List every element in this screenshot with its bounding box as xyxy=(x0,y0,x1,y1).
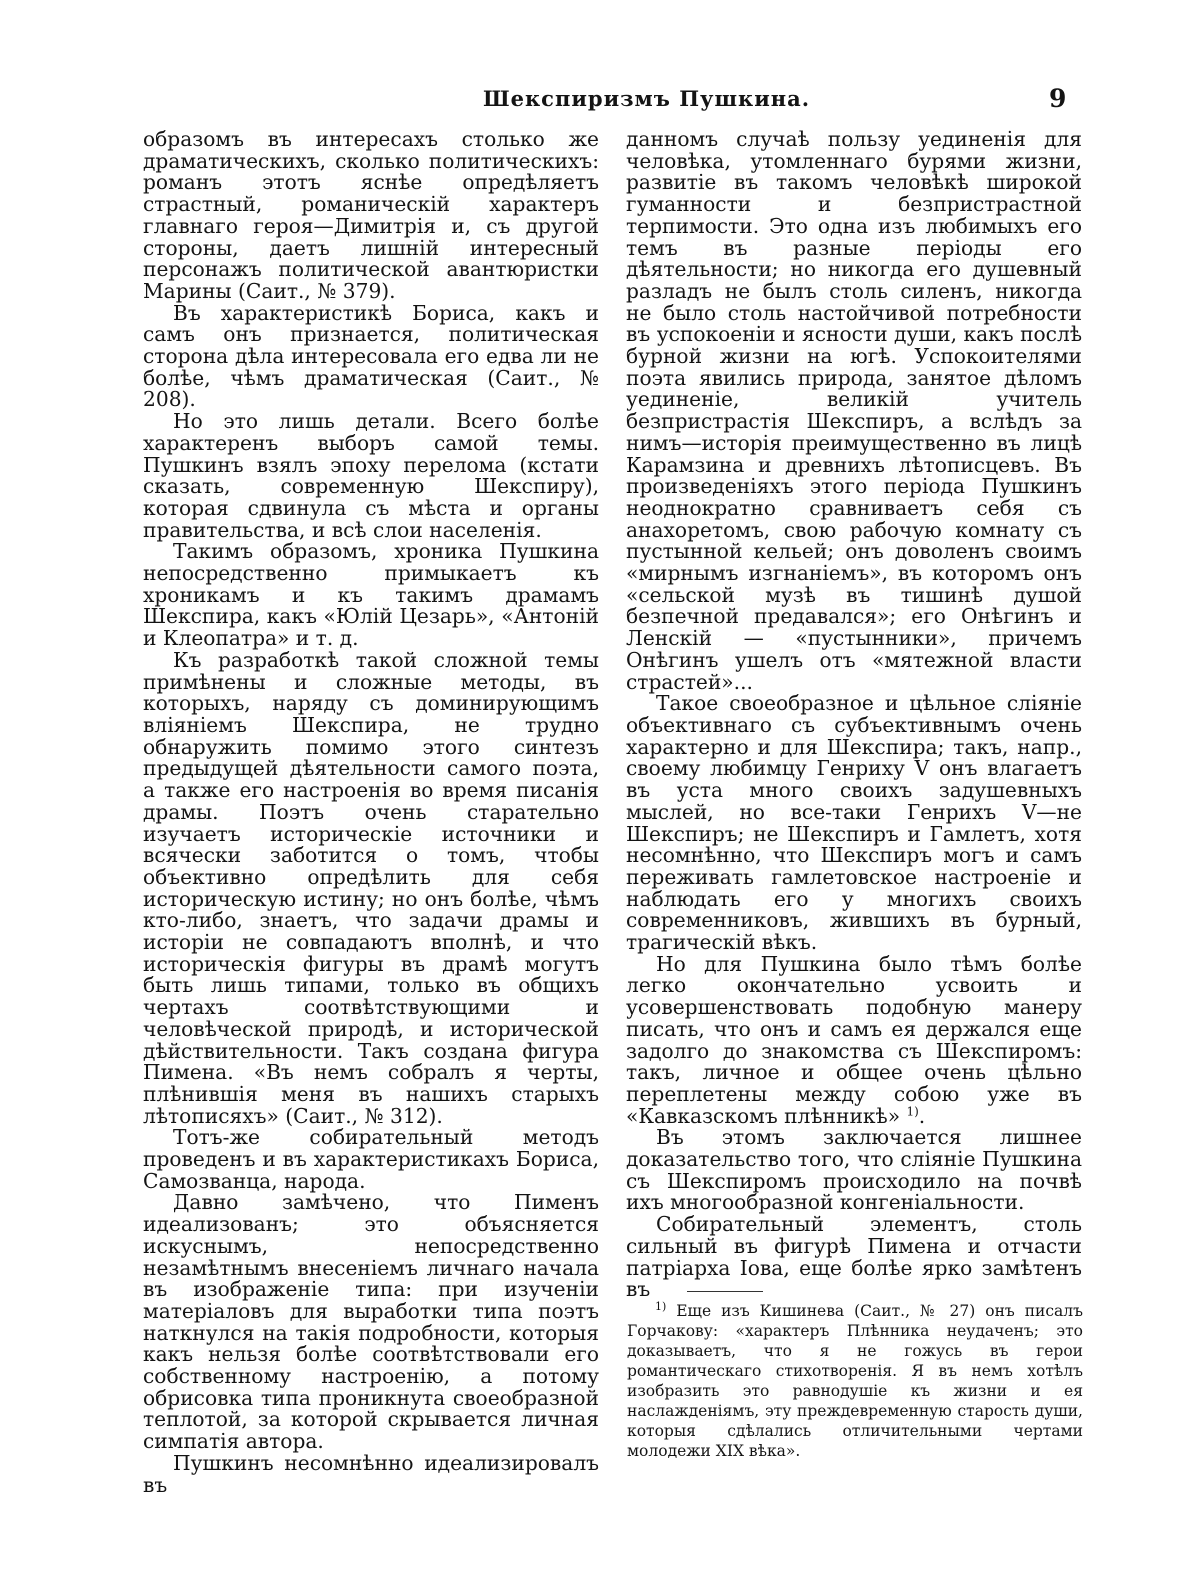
paragraph xyxy=(626,951,1082,1128)
running-title: Шекспиризмъ Пушкина. xyxy=(483,86,811,111)
paragraph: Давно замѣчено, что Пименъ идеализованъ; это объясняется искуснымъ, непосредственно незамѣтнымъ внесеніемъ личнаго начала въ изображеніе типа: при изученіи матеріаловъ для выработки типа поэтъ наткнулся на такія подробности, которыя какъ нельзя болѣе соотвѣтствовали его собственному настроенію, а потому обрисовка типа проникнута своеобразной теплотой, за которой скрывается личная симпатія автора. xyxy=(143,1190,599,1454)
paragraph: Такимъ образомъ, хроника Пушкина непосредственно примыкаетъ къ хроникамъ и къ такимъ драмамъ Шекспира, какъ «Юлій Цезарь», «Антоній и Клеопатра» и т. д. xyxy=(143,539,599,651)
footnote-divider xyxy=(687,1291,763,1292)
footnote-text: Еще изъ Кишинева (Саит., № 27) онъ писалъ Горчакову: «характеръ Плѣнника неудаченъ; это доказываетъ, что я не гожусь въ герои романтическаго стихотворенія. Я въ немъ хотѣлъ изобразить это равнодушіе къ жизни и ея наслажденіямъ, эту преждевременную старость души, которыя сдѣлались отличительными чертами молодежи XIX вѣка». xyxy=(627,1302,1083,1460)
paragraph: Къ разработкѣ такой сложной темы примѣнены и сложные методы, въ которыхъ, наряду съ доминирующимъ вліяніемъ Шекспира, не трудно обнаружить помимо этого синтезъ предыдущей дѣятельности самого поэта, а также его настроенія во время писанія драмы. Поэтъ очень старательно изучаетъ историческіе источники и всячески заботится о томъ, чтобы объективно опредѣлить для себя историческую истину; но онъ болѣе, чѣмъ кто-либо, знаетъ, что задачи драмы и исторіи не совпадаютъ вполнѣ, и что историческія фигуры въ драмѣ могутъ быть лишь типами, только въ общихъ чертахъ соотвѣтствующими и человѣческой природѣ, и исторической дѣйствительности. Такъ создана фигура Пимена. «Въ немъ собралъ я черты, плѣнившія меня въ нашихъ старыхъ лѣтописяхъ» (Саит., № 312). xyxy=(143,647,599,1128)
left-column xyxy=(143,129,599,1496)
paragraph-text: Но для Пушкина было тѣмъ болѣе легко окончательно усвоить и усовершенствовать подобную манеру писать, что онъ и самъ ея держался еще задолго до знакомства съ Шекспиромъ: такъ, личное и общее очень цѣльно переплетены между собою уже въ «Кавказскомъ плѣнникѣ» xyxy=(626,951,1082,1128)
paragraph: Тотъ-же собирательный методъ проведенъ и въ характеристикахъ Бориса, Самозванца, народа. xyxy=(143,1125,599,1193)
footnote-marker: 1) xyxy=(655,1299,667,1313)
paragraph: данномъ случаѣ пользу уединенія для человѣка, утомленнаго бурями жизни, развитіе въ такомъ человѣкѣ широкой гуманности и безпристрастной терпимости. Это одна изъ любимыхъ его темъ въ разные періоды его дѣятельности; но никогда его душевный разладъ не былъ столь силенъ, никогда не было столь настойчивой потребности въ успокоеніи и ясности души, какъ послѣ бурной жизни на югѣ. Успокоителями поэта явились природа, занятое дѣломъ уединеніе, великій учитель безпристрастія Шекспиръ, а вслѣдъ за нимъ—исторія преимущественно въ лицѣ Карамзина и древнихъ лѣтописцевъ. Въ произведеніяхъ этого періода Пушкинъ неоднократно сравниваетъ себя съ анахоретомъ, свою рабочую комнату съ пустынной кельей; онъ доволенъ своимъ «мирнымъ изгнаніемъ», въ которомъ онъ «сельской музѣ въ тишинѣ душой безпечной предавался»; его Онѣгинъ и Ленскій — «пустынники», причемъ Онѣгинъ ушелъ отъ «мятежной власти страстей»... xyxy=(626,127,1082,694)
footnote xyxy=(627,1301,1083,1461)
paragraph: Пушкинъ несомнѣнно идеализировалъ въ xyxy=(143,1450,599,1497)
footnote-reference[interactable]: 1) xyxy=(906,1103,919,1118)
paragraph: Собирательный элементъ, столь сильный въ фигурѣ Пимена и отчасти патріарха Іова, еще болѣе ярко замѣтенъ въ xyxy=(626,1212,1082,1302)
paragraph: Въ этомъ заключается лишнее доказательство того, что сліяніе Пушкина съ Шекспиромъ происходило на почвѣ ихъ многообразной конгеніальности. xyxy=(626,1125,1082,1215)
paragraph: Такое своеобразное и цѣльное сліяніе объективнаго съ субъективнымъ очень характерно и для Шекспира; такъ, напр., своему любимцу Генриху V онъ влагаетъ въ уста много своихъ задушевныхъ мыслей, но все-таки Генрихъ V—не Шекспиръ; не Шекспиръ и Гамлетъ, хотя несомнѣнно, что Шекспиръ могъ и самъ переживать гамлетовское настроеніе и наблюдать его у многихъ своихъ современниковъ, жившихъ въ бурный, трагическій вѣкъ. xyxy=(626,691,1082,955)
page-number: 9 xyxy=(1049,84,1067,113)
paragraph: образомъ въ интересахъ столько же драматическихъ, сколько политическихъ: романъ этотъ яснѣе опредѣляетъ страстный, романическій характеръ главнаго героя—Димитрія и, съ другой стороны, даетъ лишній интересный персонажъ политической авантюристки Марины (Саит., № 379). xyxy=(143,127,599,303)
paragraph: Въ характеристикѣ Бориса, какъ и самъ онъ признается, политическая сторона дѣла интересовала его едва ли не болѣе, чѣмъ драматическая (Саит., № 208). xyxy=(143,300,599,412)
paragraph: Но это лишь детали. Всего болѣе характеренъ выборъ самой темы. Пушкинъ взялъ эпоху перелома (кстати сказать, современную Шекспиру), которая сдвинула съ мѣста и органы правительства, и всѣ слои населенія. xyxy=(143,409,599,542)
paragraph-end: . xyxy=(918,1103,926,1128)
right-column xyxy=(626,129,1082,1301)
